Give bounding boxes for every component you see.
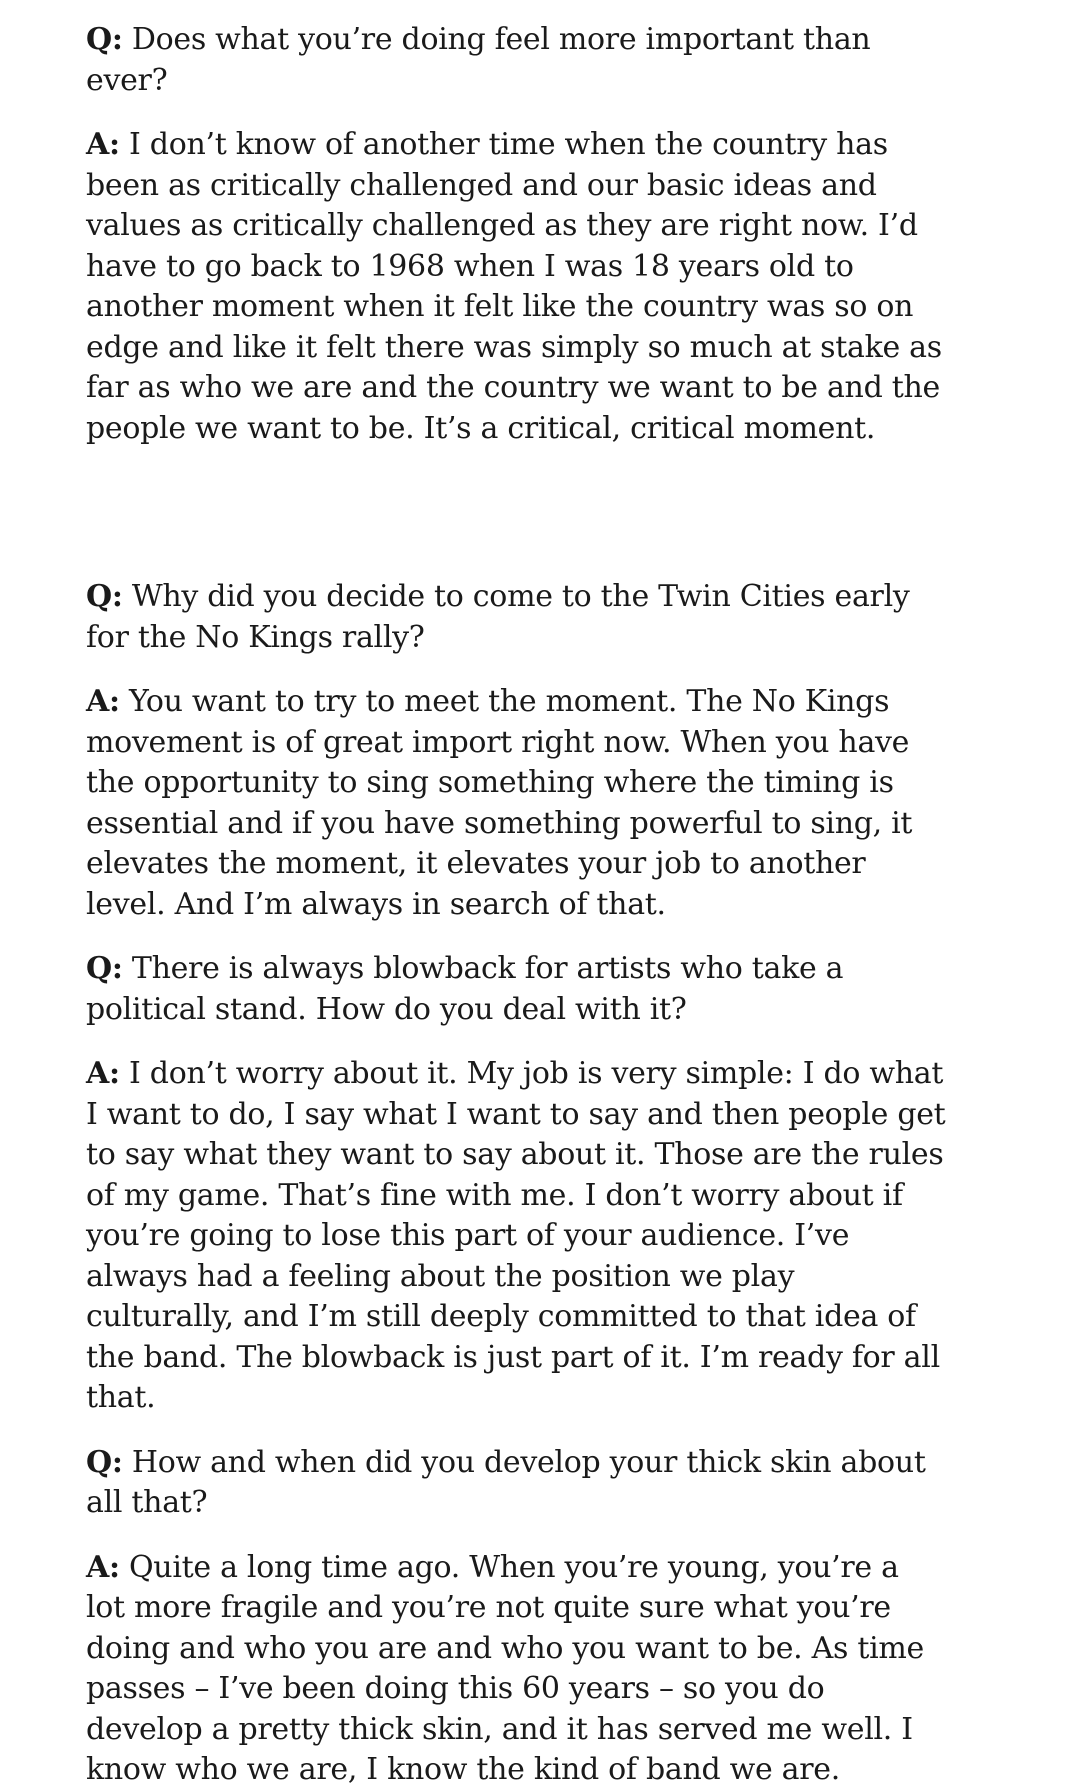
answer-paragraph — [86, 682, 946, 925]
answer-label: A: — [86, 1549, 120, 1585]
question-paragraph — [86, 1443, 946, 1524]
answer-paragraph — [86, 1548, 946, 1791]
question-label: Q: — [86, 579, 123, 614]
answer-text: Quite a long time ago. When you’re young, you’re a lot more fragile and you’re not quite sure what you’re doing and who you are and who you want to be. As time passes – I’ve been doing this 60 years – so you do develop a pretty thick skin, and it has served me well. I know who we are, I know the kind of band we are. — [86, 1549, 924, 1787]
question-label: Q: — [86, 22, 123, 57]
answer-label: A: — [86, 1056, 120, 1091]
interview-article — [86, 20, 946, 1791]
answer-text: I don’t worry about it. My job is very simple: I do what I want to do, I say what I want to say and then people get to say what they want to say about it. Those are the rules of my game. That’s fine with me. I don’t worry about if you’re going to lose this part of your audience. I’ve always had a feeling about the position we play culturally, and I’m still deeply committed to that idea of the band. The blowback is just part of it. I’m ready for all that. — [86, 1056, 946, 1415]
answer-label: A: — [86, 127, 120, 162]
question-label: Q: — [86, 951, 123, 986]
answer-text: I don’t know of another time when the country has been as critically challenged and our basic ideas and values as critically challenged as they are right now. I’d have to go back to 1968 when I was 18 years old to another moment when it felt like the country was so on edge and like it felt there was simply so much at stake as far as who we are and the country we want to be and the people we want to be. It’s a critical, critical moment. — [86, 127, 942, 446]
question-text: How and when did you develop your thick skin about all that? — [86, 1444, 926, 1520]
answer-paragraph — [86, 1054, 946, 1419]
answer-paragraph — [86, 125, 946, 449]
question-text: Does what you’re doing feel more important than ever? — [86, 22, 871, 98]
question-label: Q: — [86, 1444, 123, 1480]
question-paragraph — [86, 20, 946, 101]
question-paragraph — [86, 577, 946, 658]
question-text: There is always blowback for artists who take a political stand. How do you deal with it? — [86, 951, 844, 1027]
question-paragraph — [86, 949, 946, 1030]
answer-text: You want to try to meet the moment. The No Kings movement is of great import right now. When you have the opportunity to sing something where the timing is essential and if you have something powerful to sing, it elevates the moment, it elevates your job to another level. And I’m always in search of that. — [86, 684, 913, 922]
answer-label: A: — [86, 684, 120, 719]
question-text: Why did you decide to come to the Twin Cities early for the No Kings rally? — [86, 579, 910, 655]
